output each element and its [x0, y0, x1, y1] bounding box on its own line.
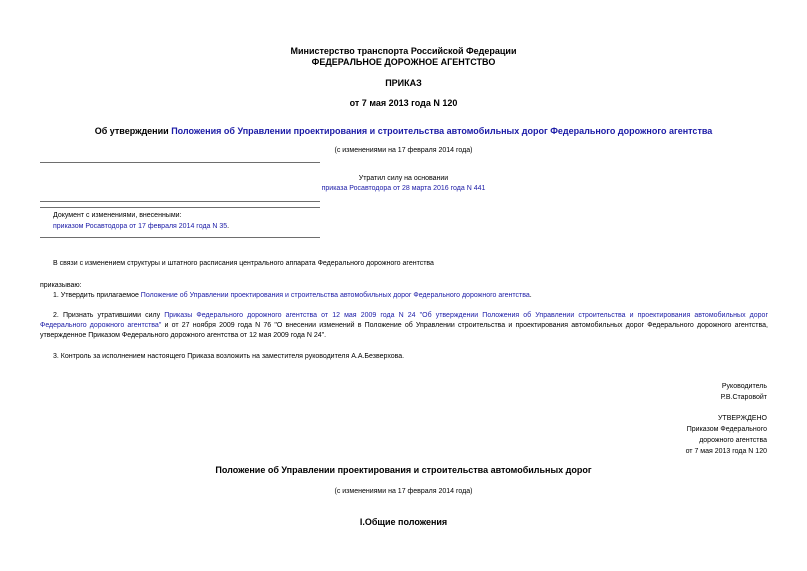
order-word: приказываю: [40, 282, 82, 289]
approval-line-1: УТВЕРЖДЕНО [717, 415, 767, 422]
agency-heading: ФЕДЕРАЛЬНОЕ ДОРОЖНОЕ АГЕНТСТВО [311, 57, 496, 67]
document-title [0, 126, 807, 137]
section-heading: I.Общие положения [359, 517, 448, 527]
item2-text-b: и от 27 ноября 2009 года N 76 "О внесении изменений в Положение об Управлении строительства и проектирования автомобильных дорог Федерального дорожного агентства, [161, 322, 768, 329]
repealed-link[interactable]: приказа Росавтодора от 28 марта 2016 года N 441 [321, 185, 486, 192]
item2-link-b[interactable]: Федерального дорожного агентства" [40, 322, 162, 329]
divider-line [40, 201, 320, 202]
item1-link[interactable]: Положение об Управлении проектирования и строительства автомобильных дорог Федерального дорожного агентства [140, 292, 530, 299]
title-link[interactable]: Положения об Управлении проектирования и строительства автомобильных дорог Федерального дорожного агентства [171, 126, 713, 136]
approval-line-3: дорожного агентства [699, 437, 767, 444]
order-item-2-line1 [40, 311, 768, 320]
order-item-2-line2 [40, 321, 768, 330]
item2-prefix: 2. Признать утратившими силу [53, 312, 165, 319]
changes-label: Документ с изменениями, внесенными: [53, 212, 182, 219]
signature-role: Руководитель [721, 383, 767, 390]
order-item-2-line3: утвержденное Приказом Федерального дорожного агентства от 12 мая 2009 года N 24". [40, 332, 327, 339]
regulation-amended-note: (с изменениями на 17 февраля 2014 года) [334, 488, 473, 495]
regulation-title: Положение об Управлении проектирования и строительства автомобильных дорог [215, 465, 592, 475]
doc-type-heading: ПРИКАЗ [385, 78, 422, 88]
changes-source [53, 222, 229, 231]
signature-name: Р.В.Старовойт [720, 394, 767, 401]
approval-line-2: Приказом Федерального [686, 426, 767, 433]
order-item-3: 3. Контроль за исполнением настоящего Приказа возложить на заместителя руководителя А.А.Безверхова. [53, 353, 405, 360]
changes-link[interactable]: приказом Росавтодора от 17 февраля 2014 года N 35 [53, 223, 228, 230]
item2-link-a[interactable]: Приказы Федерального дорожного агентства от 12 мая 2009 года N 24 "Об утверждении Положения об Управлении строительства и проектирования автомобильных дорог [164, 312, 768, 319]
preamble-text: В связи с изменением структуры и штатного расписания центрального аппарата Федерального дорожного агентства [53, 260, 434, 267]
doc-date-number: от 7 мая 2013 года N 120 [349, 98, 458, 108]
order-item-1 [53, 291, 532, 300]
item1-prefix: 1. Утвердить прилагаемое [53, 292, 141, 299]
approval-line-4: от 7 мая 2013 года N 120 [685, 448, 767, 455]
divider-line [40, 162, 320, 163]
item1-suffix: . [529, 292, 532, 299]
divider-line [40, 207, 320, 208]
title-prefix: Об утверждении [94, 126, 172, 136]
changes-suffix: . [227, 223, 230, 230]
repealed-label: Утратил силу на основании [358, 175, 449, 182]
ministry-heading: Министерство транспорта Российской Федерации [290, 46, 517, 56]
divider-line [40, 237, 320, 238]
amended-note: (с изменениями на 17 февраля 2014 года) [334, 147, 473, 154]
